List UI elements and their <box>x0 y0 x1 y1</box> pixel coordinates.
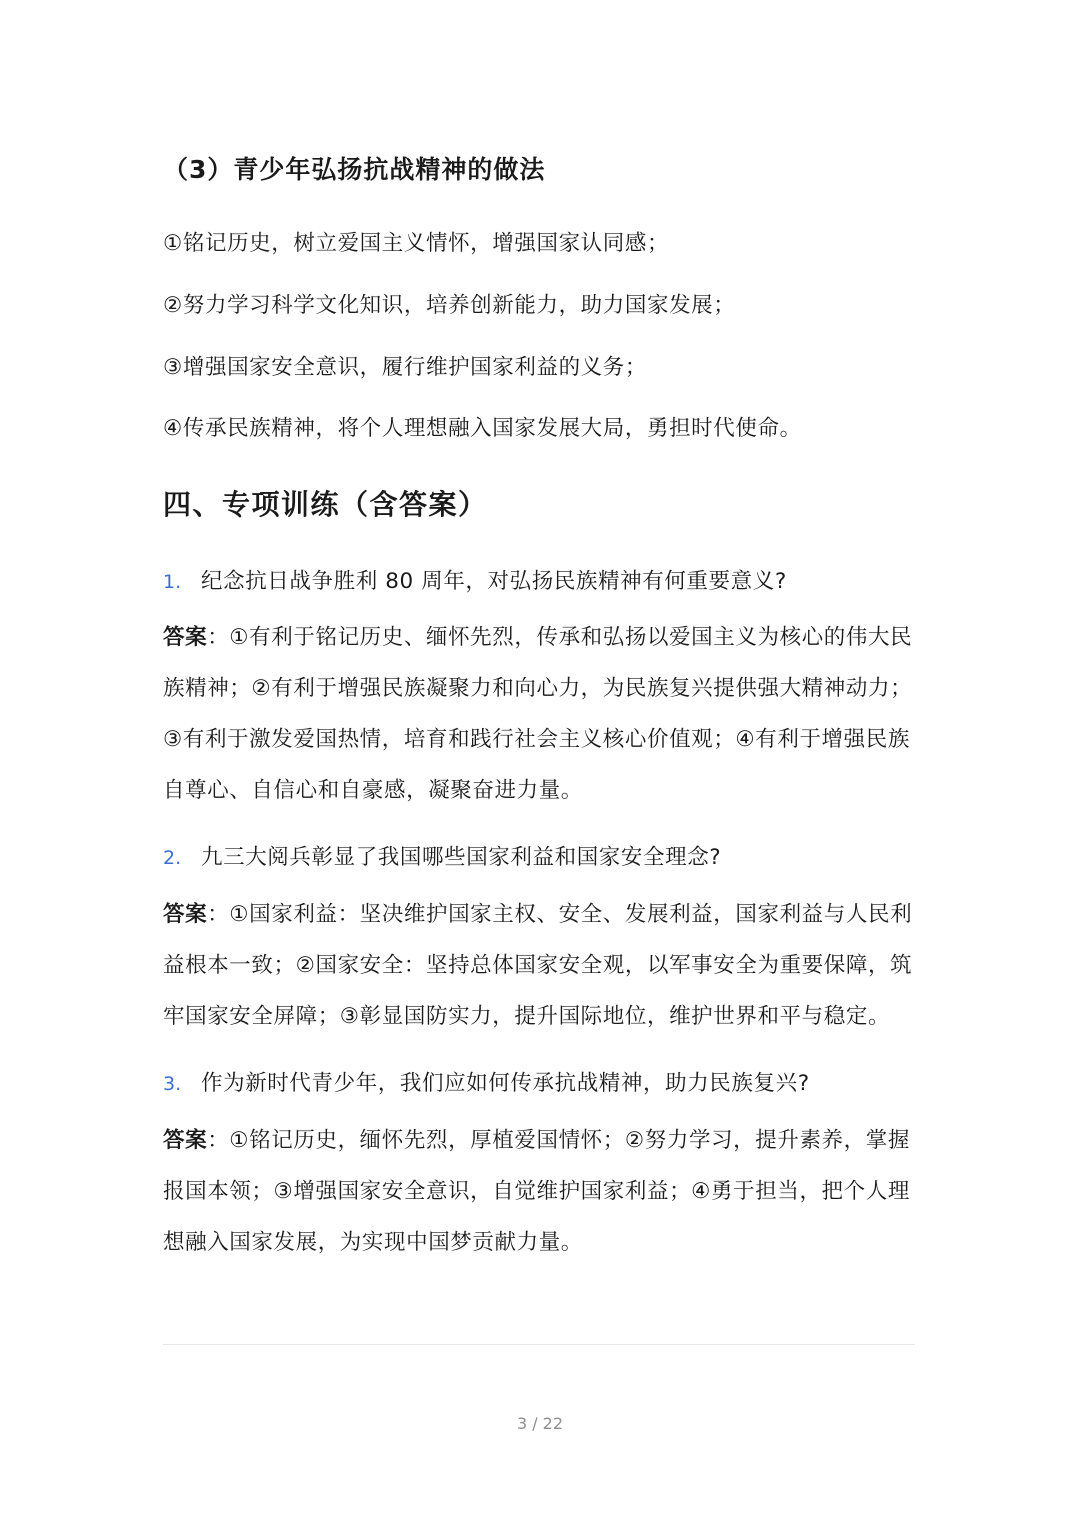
question-text: 作为新时代青少年，我们应如何传承抗战精神，助力民族复兴? <box>201 1071 810 1096</box>
question-number: 2. <box>163 847 182 869</box>
answer-text: ：①铭记历史，缅怀先烈，厚植爱国情怀；②努力学习，提升素养，掌握报国本领；③增强国家安全意识，自觉维护国家利益；④勇于担当，把个人理想融入国家发展，为实现中国梦贡献力量。 <box>163 1128 910 1255</box>
practice-point-2: ②努力学习科学文化知识，培养创新能力，助力国家发展； <box>163 293 736 318</box>
answer-1 <box>163 612 915 816</box>
question-number: 1. <box>163 571 182 593</box>
question-text: 纪念抗日战争胜利 80 周年，对弘扬民族精神有何重要意义? <box>201 569 787 594</box>
answer-text: ：①国家利益：坚决维护国家主权、安全、发展利益，国家利益与人民利益根本一致；②国家安全：坚持总体国家安全观，以军事安全为重要保障，筑牢国家安全屏障；③彰显国防实力，提升国际地位，维护世界和平与稳定。 <box>163 902 913 1029</box>
section-4-heading: 四、专项训练（含答案） <box>163 488 488 521</box>
answer-2 <box>163 889 915 1042</box>
question-text: 九三大阅兵彰显了我国哪些国家利益和国家安全理念? <box>201 845 722 870</box>
practice-point-1: ①铭记历史，树立爱国主义情怀，增强国家认同感； <box>163 231 670 256</box>
footer-divider <box>163 1344 915 1345</box>
answer-label: 答案 <box>163 902 208 927</box>
question-2 <box>163 840 721 871</box>
page-indicator: 3 / 22 <box>516 1414 564 1433</box>
answer-label: 答案 <box>163 1128 208 1153</box>
question-1 <box>163 564 787 595</box>
question-3 <box>163 1066 810 1097</box>
answer-3 <box>163 1115 915 1268</box>
section-3-heading: （3）青少年弘扬抗战精神的做法 <box>163 155 546 184</box>
question-number: 3. <box>163 1073 182 1095</box>
answer-label: 答案 <box>163 625 208 650</box>
answer-text: ：①有利于铭记历史、缅怀先烈，传承和弘扬以爱国主义为核心的伟大民族精神；②有利于增强民族凝聚力和向心力，为民族复兴提供强大精神动力；③有利于激发爱国热情，培育和践行社会主义核心价值观；④有利于增强民族自尊心、自信心和自豪感，凝聚奋进力量。 <box>163 625 913 803</box>
practice-point-4: ④传承民族精神，将个人理想融入国家发展大局，勇担时代使命。 <box>163 416 802 441</box>
practice-point-3: ③增强国家安全意识，履行维护国家利益的义务； <box>163 355 647 380</box>
